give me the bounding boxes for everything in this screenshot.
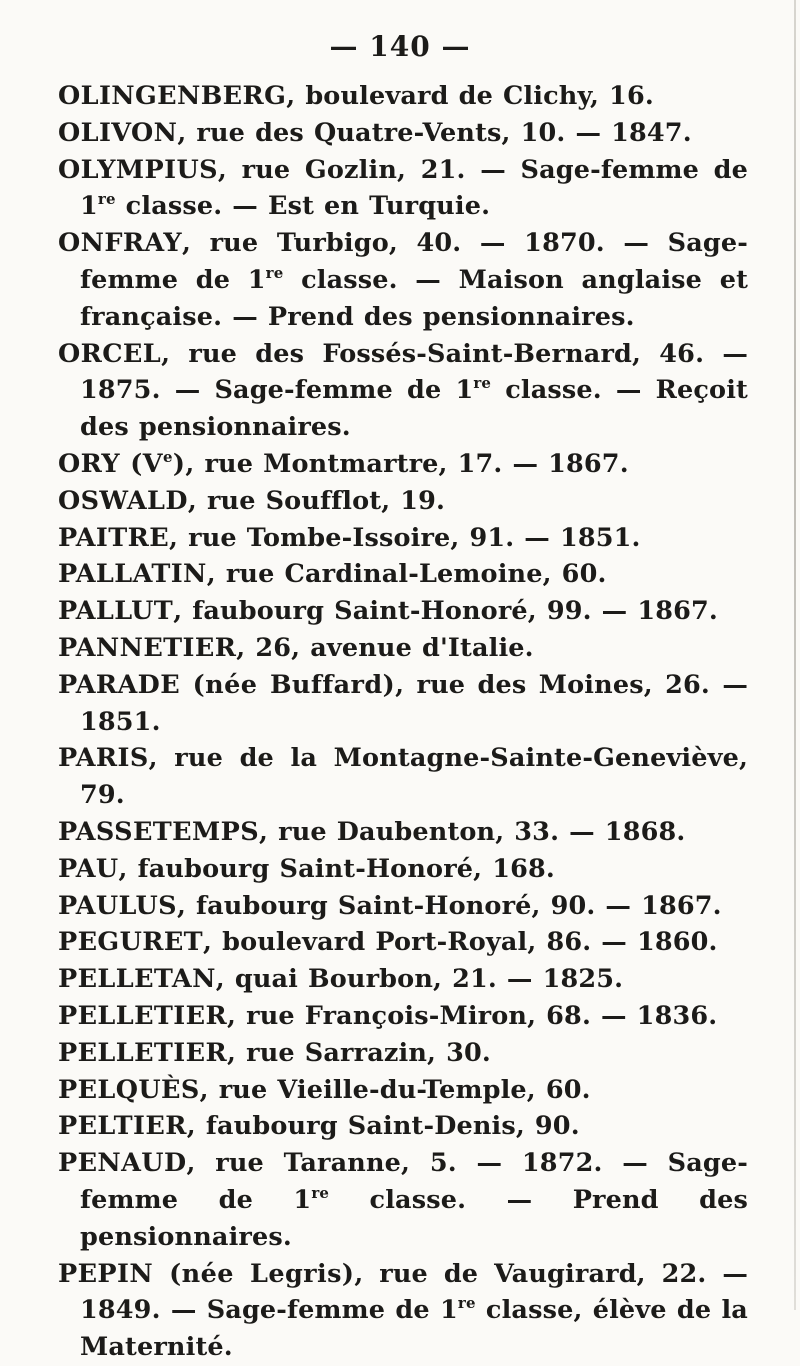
- entry-details: quai Bourbon, 21. — 1825.: [234, 964, 624, 995]
- entry-name: PARADE (née Buffard): [58, 669, 396, 700]
- entry-name: PAU: [58, 853, 119, 884]
- directory-entry: ORY (Ve), rue Montmartre, 17. — 1867.: [58, 447, 629, 479]
- entry-details: boulevard de Clichy, 16.: [305, 81, 654, 111]
- entry-name: PELQUÈS: [58, 1074, 200, 1105]
- entry-details: 26, avenue d'Italie.: [255, 632, 534, 663]
- directory-entry: OSWALD, rue Soufflot, 19.: [58, 485, 446, 516]
- directory-entry: PELLETAN, quai Bourbon, 21. — 1825.: [58, 964, 624, 995]
- entry-details: rue Daubenton, 33. — 1868.: [278, 816, 686, 847]
- entry-name: OLYMPIUS: [58, 154, 218, 185]
- entry-name: PELLETIER: [58, 1000, 228, 1031]
- directory-entry: PEGURET, boulevard Port-Royal, 86. — 1860.: [58, 927, 718, 958]
- entry-details: rue Sarrazin, 30.: [246, 1037, 491, 1068]
- directory-entry: PELTIER, faubourg Saint-Denis, 90.: [58, 1111, 580, 1142]
- directory-entry: PEPIN (née Legris), rue de Vaugirard, 22. — 1849. — Sage-femme de 1re classe, élève de la Maternité.: [58, 1258, 748, 1363]
- entry-name: PALLUT: [58, 596, 174, 627]
- directory-entry: PAULUS, faubourg Saint-Honoré, 90. — 1867.: [58, 890, 722, 921]
- entry-details: rue de Vaugirard, 22. — 1849. — Sage-femme de 1re classe, élève de la Maternité.: [80, 1258, 748, 1363]
- directory-entry: PAU, faubourg Saint-Honoré, 168.: [58, 853, 555, 884]
- directory-entry: PALLATIN, rue Cardinal-Lemoine, 60.: [58, 559, 607, 590]
- entry-details: rue Taranne, 5. — 1872. — Sage-femme de 1re classe. — Prend des pensionnaires.: [80, 1148, 749, 1252]
- directory-entry: OLIVON, rue des Quatre-Vents, 10. — 1847.: [58, 117, 692, 148]
- directory-entry: ORCEL, rue des Fossés-Saint-Bernard, 46. — 1875. — Sage-femme de 1re classe. — Reçoit des pensionnaires.: [58, 338, 748, 443]
- page-edge-line: [794, 0, 796, 1310]
- entry-name: PAITRE: [58, 522, 170, 553]
- directory-entries: [58, 78, 748, 1366]
- entry-details: rue Turbigo, 40. — 1870. — Sage-femme de 1re classe. — Maison anglaise et française. — Prend des pensionnaires.: [80, 228, 748, 332]
- entry-details: rue Gozlin, 21. — Sage-femme de 1re classe. — Est en Turquie.: [80, 154, 748, 222]
- entry-name: OSWALD: [58, 485, 188, 516]
- directory-entry: PAITRE, rue Tombe-Issoire, 91. — 1851.: [58, 522, 641, 553]
- entry-details: rue de la Montagne-Sainte-Geneviève, 79.: [80, 743, 748, 811]
- directory-entry: PELLETIER, rue François-Miron, 68. — 1836.: [58, 1000, 718, 1031]
- entry-name: ORY (Ve): [58, 447, 186, 479]
- entry-name: PALLATIN: [58, 559, 207, 590]
- entry-name: PASSETEMPS: [58, 816, 260, 847]
- entry-details: rue Cardinal-Lemoine, 60.: [225, 559, 607, 590]
- entry-details: rue des Quatre-Vents, 10. — 1847.: [196, 117, 692, 148]
- entry-details: rue des Moines, 26. — 1851.: [80, 669, 748, 737]
- directory-entry: PANNETIER, 26, avenue d'Italie.: [58, 632, 534, 663]
- entry-name: PARIS: [58, 743, 149, 774]
- entry-details: faubourg Saint-Honoré, 99. — 1867.: [192, 596, 718, 627]
- entry-name: PELLETIER: [58, 1037, 228, 1068]
- entry-details: rue des Fossés-Saint-Bernard, 46. — 1875. — Sage-femme de 1re classe. — Reçoit des pensionnaires.: [80, 338, 748, 443]
- directory-entry: PALLUT, faubourg Saint-Honoré, 99. — 1867.: [58, 596, 718, 627]
- directory-entry: PENAUD, rue Taranne, 5. — 1872. — Sage-femme de 1re classe. — Prend des pensionnaires.: [58, 1148, 749, 1252]
- directory-entry: PARADE (née Buffard), rue des Moines, 26. — 1851.: [58, 669, 748, 737]
- entry-details: faubourg Saint-Denis, 90.: [205, 1111, 580, 1142]
- entry-name: ORCEL: [58, 338, 162, 369]
- entry-details: rue François-Miron, 68. — 1836.: [246, 1000, 718, 1031]
- directory-entry: PASSETEMPS, rue Daubenton, 33. — 1868.: [58, 816, 686, 847]
- entry-details: rue Montmartre, 17. — 1867.: [204, 448, 629, 479]
- entry-name: PAULUS: [58, 890, 177, 921]
- directory-entry: PELLETIER, rue Sarrazin, 30.: [58, 1037, 491, 1068]
- entry-name: PEGURET: [58, 927, 204, 958]
- entry-name: PELTIER: [58, 1111, 187, 1142]
- entry-name: PEPIN (née Legris): [58, 1258, 355, 1289]
- entry-name: OLIVON: [58, 117, 178, 148]
- entry-name: PANNETIER: [58, 632, 237, 663]
- entry-details: faubourg Saint-Honoré, 168.: [137, 853, 555, 884]
- entry-name: PENAUD: [58, 1148, 187, 1179]
- directory-entry: OLYMPIUS, rue Gozlin, 21. — Sage-femme de 1re classe. — Est en Turquie.: [58, 154, 748, 222]
- directory-entry: PELQUÈS, rue Vieille-du-Temple, 60.: [58, 1074, 591, 1105]
- entry-name: OLINGENBERG: [58, 81, 287, 111]
- directory-entry: OLINGENBERG, boulevard de Clichy, 16.: [58, 81, 654, 111]
- entry-name: ONFRAY: [58, 228, 182, 259]
- directory-entry: PARIS, rue de la Montagne-Sainte-Geneviève, 79.: [58, 743, 748, 811]
- directory-entry: ONFRAY, rue Turbigo, 40. — 1870. — Sage-femme de 1re classe. — Maison anglaise et française. — Prend des pensionnaires.: [58, 228, 748, 332]
- entry-details: faubourg Saint-Honoré, 90. — 1867.: [196, 890, 722, 921]
- entry-details: rue Vieille-du-Temple, 60.: [218, 1074, 591, 1105]
- page-number: — 140 —: [329, 30, 471, 63]
- entry-details: rue Soufflot, 19.: [206, 485, 446, 516]
- entry-details: rue Tombe-Issoire, 91. — 1851.: [188, 522, 641, 553]
- entry-name: PELLETAN: [58, 964, 216, 995]
- entry-details: boulevard Port-Royal, 86. — 1860.: [222, 927, 718, 958]
